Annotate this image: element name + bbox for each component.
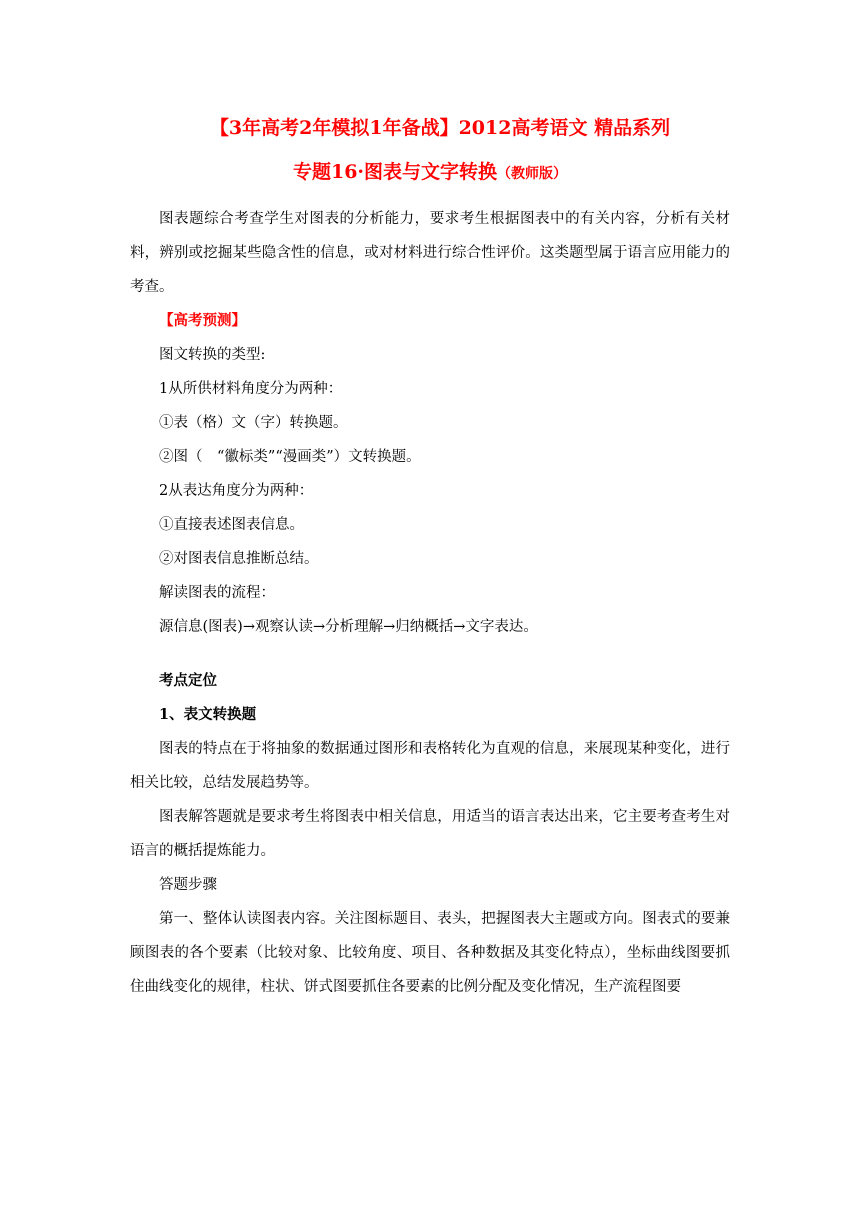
body-paragraph: 图表的特点在于将抽象的数据通过图形和表格转化为直观的信息，来展现某种变化，进行相关比较，总结发展趋势等。 [130,741,730,791]
forecast-line: 图文转换的类型: [159,347,266,363]
forecast-heading: 【高考预测】 [159,312,246,329]
steps-label: 答题步骤 [159,877,217,893]
section-spacer [130,644,730,664]
forecast-line: ②图（ “徽标类”“漫画类”）文转换题。 [159,449,421,465]
document-page [130,114,730,1004]
body-paragraph: 第一、整体认读图表内容。关注图标题目、表头，把握图表大主题或方向。图表式的要兼顾图表的各个要素（比较对象、比较角度、项目、各种数据及其变化特点），坐标曲线图要抓住曲线变化的规律，柱状、饼式图要抓住各要素的比例分配及变化情况，生产流程图要 [130,911,730,995]
forecast-line: ②对图表信息推断总结。 [159,551,319,567]
forecast-line: 1从所供材料角度分为两种： [159,381,343,397]
body-paragraph: 图表解答题就是要求考生将图表中相关信息，用适当的语言表达出来，它主要考查考生对语言的概括提炼能力。 [130,809,730,859]
intro-paragraph: 图表题综合考查学生对图表的分析能力，要求考生根据图表中的有关内容，分析有关材料，辨别或挖掘某些隐含性的信息，或对材料进行综合性评价。这类题型属于语言应用能力的考查。 [130,211,730,295]
forecast-line: 2从表达角度分为两种： [159,483,314,499]
forecast-line: 源信息(图表)→观察认读→分析理解→归纳概括→文字表达。 [159,619,538,635]
document-subtitle [130,158,730,188]
section-heading: 考点定位 [159,672,217,689]
section-subheading: 1、表文转换题 [159,706,257,723]
forecast-line: ①直接表述图表信息。 [159,517,304,533]
forecast-line: ①表（格）文（字）转换题。 [159,415,348,431]
subtitle-main: 专题16·图表与文字转换 [292,161,498,183]
subtitle-edition: （教师版） [497,166,568,182]
forecast-line: 解读图表的流程： [159,585,275,601]
document-title: 【3年高考2年模拟1年备战】2012高考语文 精品系列 [209,117,671,139]
